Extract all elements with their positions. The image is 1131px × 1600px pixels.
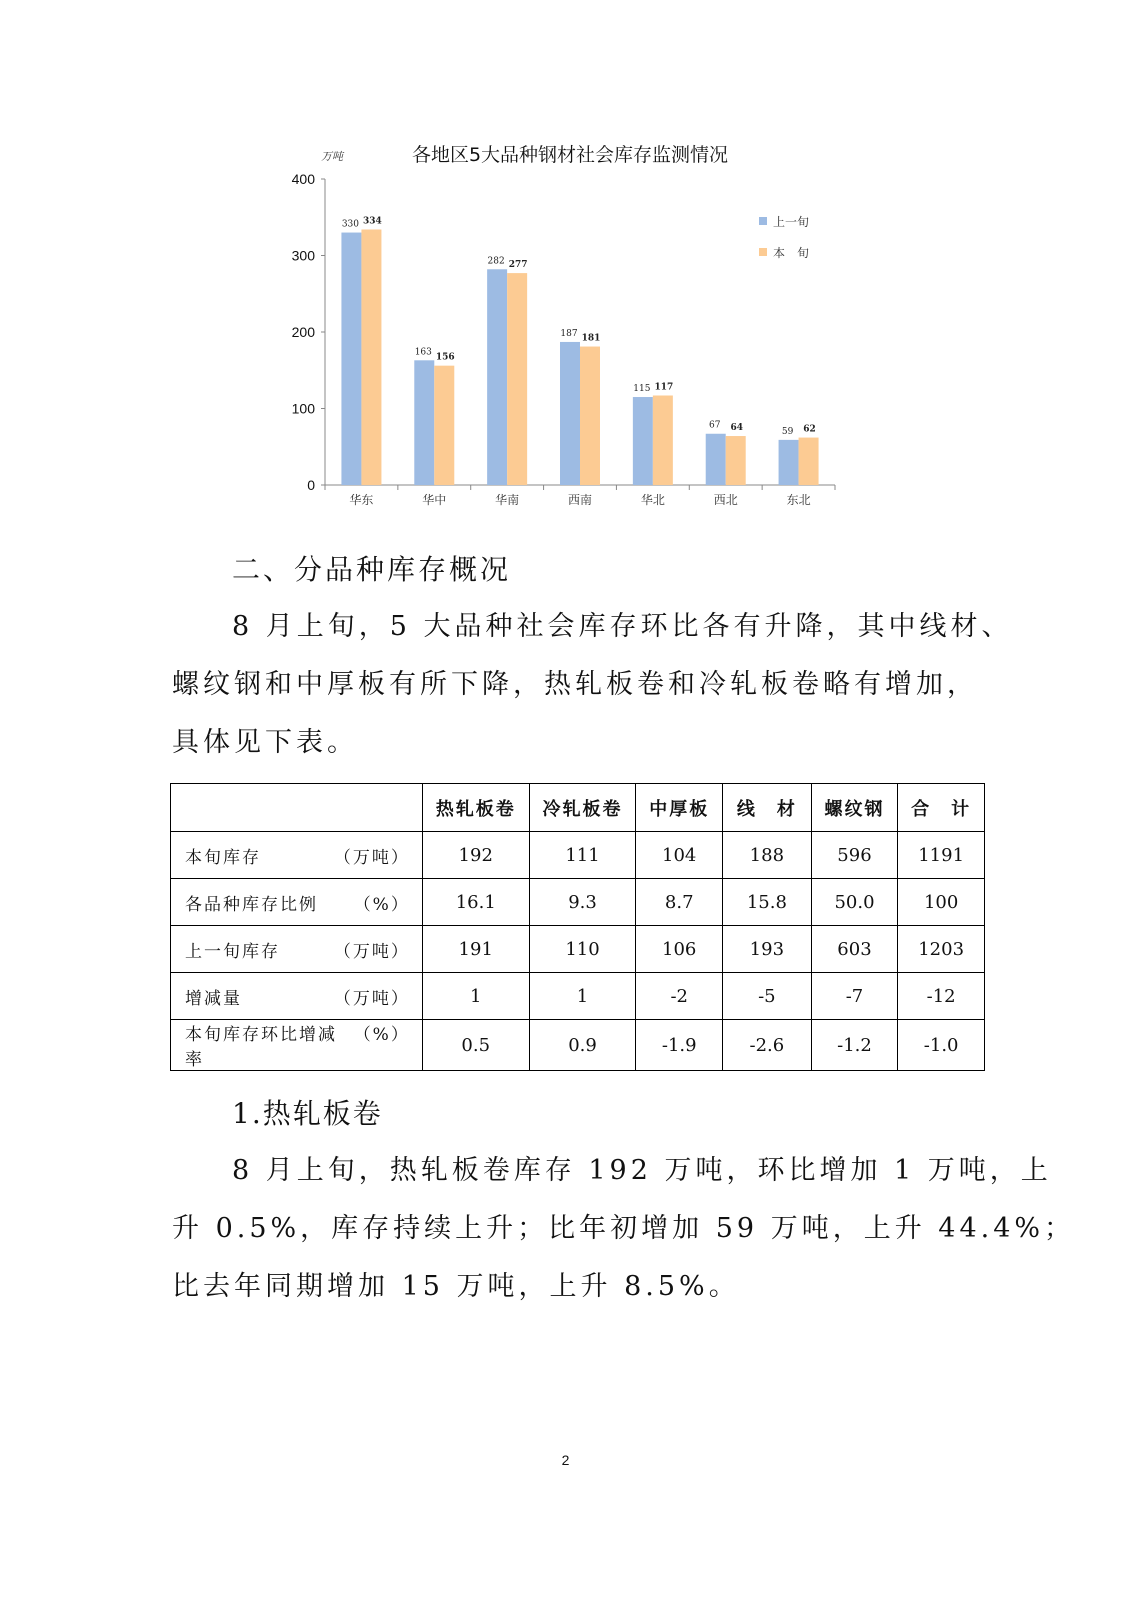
bar-curr — [799, 438, 819, 485]
table-cell: 111 — [529, 832, 636, 879]
row-label: 增减量 — [185, 988, 242, 1009]
y-tick-label: 100 — [291, 400, 315, 417]
x-category-label: 华南 — [495, 493, 520, 507]
x-category-label: 西北 — [713, 493, 738, 507]
table-row — [171, 926, 985, 973]
bar-prev — [414, 360, 434, 485]
table-cell: 104 — [636, 832, 723, 879]
table-cell: 8.7 — [636, 879, 723, 926]
y-tick-label: 300 — [291, 247, 315, 264]
header-cell: 线 材 — [723, 784, 812, 832]
y-tick-label: 200 — [291, 324, 315, 340]
row-label: 各品种库存比例 — [185, 894, 318, 915]
table-cell: 50.0 — [811, 879, 898, 926]
bar-data-label: 277 — [508, 260, 528, 271]
chart-canvas — [270, 130, 870, 530]
table-cell: 106 — [636, 926, 723, 973]
table-cell: 16.1 — [422, 879, 529, 926]
table-cell: -2 — [636, 973, 723, 1020]
table-cell: 603 — [811, 926, 898, 973]
table-row — [171, 879, 985, 926]
header-cell — [171, 784, 423, 832]
header-cell: 合 计 — [898, 784, 985, 832]
row-unit: （%） — [353, 1025, 410, 1045]
x-category-label: 西南 — [567, 493, 593, 507]
row-unit: （万吨） — [333, 847, 410, 868]
table-cell: 596 — [811, 832, 898, 879]
table-row — [171, 1020, 985, 1071]
bar-curr — [580, 347, 600, 485]
bar-data-label: 59 — [781, 426, 794, 437]
legend-swatch — [759, 248, 767, 256]
hot-rolled-paragraph — [172, 1142, 1076, 1316]
bar-prev — [487, 269, 507, 485]
inventory-table — [170, 783, 985, 1071]
intro-line-2: 螺纹钢和中厚板有所下降，热轧板卷和冷轧板卷略有增加， — [172, 669, 978, 700]
table-cell: 191 — [422, 926, 529, 973]
bar-data-label: 163 — [414, 347, 432, 358]
table-row — [171, 973, 985, 1020]
intro-line-3: 具体见下表。 — [172, 727, 358, 758]
inventory-bar-chart — [270, 130, 870, 530]
row-label-cell — [171, 879, 423, 926]
row-label: 上一旬库存 — [185, 941, 280, 962]
intro-paragraph — [172, 598, 1013, 772]
header-cell: 热轧板卷 — [422, 784, 529, 832]
x-category-label: 华北 — [640, 493, 665, 507]
table-cell: 1191 — [898, 832, 985, 879]
bar-curr — [434, 366, 454, 485]
section-heading: 二、分品种库存概况 — [232, 553, 512, 586]
bar-data-label: 62 — [803, 424, 816, 435]
table-cell: 0.9 — [529, 1020, 636, 1071]
row-label: 本旬库存 — [185, 847, 261, 868]
bar-prev — [341, 233, 361, 485]
bar-curr — [653, 395, 673, 485]
legend-swatch — [759, 217, 767, 225]
table-cell: 1 — [422, 973, 529, 1020]
chart-unit-label: 万吨 — [321, 150, 343, 163]
bar-data-label: 282 — [487, 256, 505, 267]
bar-prev — [779, 440, 799, 485]
x-category-label: 华中 — [422, 493, 447, 507]
table-cell: 100 — [898, 879, 985, 926]
table-cell: -5 — [723, 973, 812, 1020]
row-unit: （万吨） — [333, 941, 410, 962]
row-unit: （%） — [353, 894, 410, 915]
table-cell: 192 — [422, 832, 529, 879]
bar-prev — [633, 397, 653, 485]
page-number: 2 — [561, 1452, 570, 1468]
bar-data-label: 181 — [581, 333, 601, 344]
bar-prev — [560, 342, 580, 485]
table-cell: -1.0 — [898, 1020, 985, 1071]
x-category-label: 东北 — [786, 493, 811, 507]
legend-label: 本 旬 — [773, 246, 810, 260]
table-cell: -1.9 — [636, 1020, 723, 1071]
table-cell: 0.5 — [422, 1020, 529, 1071]
header-cell: 中厚板 — [636, 784, 723, 832]
row-label-cell — [171, 926, 423, 973]
row-label-cell — [171, 973, 423, 1020]
table-cell: 188 — [723, 832, 812, 879]
hot-rolled-line-1: 8 月上旬，热轧板卷库存 192 万吨，环比增加 1 万吨，上 — [232, 1155, 1052, 1186]
table-cell: 1203 — [898, 926, 985, 973]
table-cell: 9.3 — [529, 879, 636, 926]
row-label: 本旬库存环比增减率 — [185, 1025, 337, 1070]
bar-curr — [726, 436, 746, 485]
intro-line-1: 8 月上旬，5 大品种社会库存环比各有升降，其中线材、 — [232, 611, 1013, 642]
table-cell: -2.6 — [723, 1020, 812, 1071]
bar-data-label: 334 — [363, 216, 382, 227]
legend-label: 上一旬 — [773, 215, 810, 229]
sub-heading: 1.热轧板卷 — [232, 1097, 383, 1130]
bar-data-label: 115 — [633, 384, 651, 395]
row-label-cell — [171, 832, 423, 879]
bar-data-label: 67 — [708, 420, 721, 431]
table-row — [171, 832, 985, 879]
table-cell: -7 — [811, 973, 898, 1020]
row-label-cell — [171, 1020, 423, 1071]
table-cell: 193 — [723, 926, 812, 973]
bar-curr — [507, 273, 527, 485]
header-cell: 冷轧板卷 — [529, 784, 636, 832]
table-cell: 1 — [529, 973, 636, 1020]
bar-data-label: 330 — [341, 219, 360, 230]
header-cell: 螺纹钢 — [811, 784, 898, 832]
row-unit: （万吨） — [333, 988, 410, 1009]
bar-data-label: 156 — [435, 352, 455, 363]
x-category-label: 华东 — [349, 493, 374, 507]
bar-data-label: 187 — [560, 328, 578, 339]
bar-curr — [361, 229, 381, 485]
bar-data-label: 117 — [654, 382, 674, 393]
hot-rolled-line-2: 升 0.5%，库存持续上升；比年初增加 59 万吨，上升 44.4%； — [172, 1213, 1076, 1244]
chart-title: 各地区5大品种钢材社会库存监测情况 — [411, 144, 729, 166]
table-cell: 110 — [529, 926, 636, 973]
table-cell: -1.2 — [811, 1020, 898, 1071]
y-tick-label: 0 — [307, 477, 315, 493]
table-cell: 15.8 — [723, 879, 812, 926]
y-tick-label: 400 — [291, 171, 315, 187]
bar-data-label: 64 — [730, 423, 743, 434]
table-header-row — [171, 784, 985, 832]
table-cell: -12 — [898, 973, 985, 1020]
bar-prev — [706, 434, 726, 485]
hot-rolled-line-3: 比去年同期增加 15 万吨，上升 8.5%。 — [172, 1271, 740, 1302]
